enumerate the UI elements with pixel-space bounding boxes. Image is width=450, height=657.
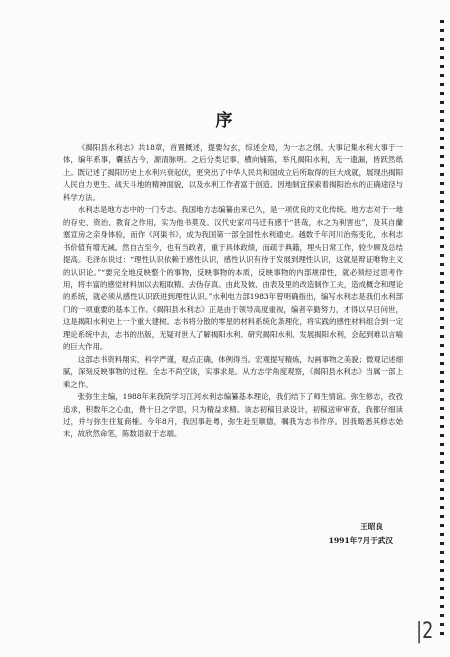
paragraph-1: 《揭阳县水利志》共18章，首置概述，提要勾玄，综述全局，为一志之纲。大事记集水利大事于一体，编年系事，囊括古今，源清脉明。之后分类记事，横向铺陈，举凡揭阳水利，无一遗漏，皆跃然纸上。既记述了揭阳历史上水利兴衰起伏，更突出了中华人民共和国成立后所取得的巨大成就，展现出揭阳人民自力更生、战天斗地的精神面貌，以及水利工作者富于创造、因地制宜探索着揭阳治水的正确途径与科学方法。 [63, 143, 403, 202]
paragraph-4: 张弥生主编，1988年来我院学习江河水利志编纂基本理论，我们结下了师生情谊。弥生修志，孜孜追求，积数年之心血，费十日之学思，只为精益求精。该志初稿目录设计，初稿送审审查，我都仔细读过，并与弥生往复商榷。今年8月，我因事赴粤，弥生赴至顺德，嘱我为志书作序。因我略悉其修志始末，故欣然命笔，陈数语叙于志端。 [63, 392, 403, 439]
paragraph-2: 水利志是地方志中的一门专志。我国地方志编纂由来已久，是一项优良的文化传统。地方志对于一地的存史、资治、教育之作用，实为他书莫及。汉代史家司马迁有感于“甚哉，水之为利害也”，及其自蘭塞宣房之亲身体验，而作《河渠书》，成为我国第一部全国性水利通史。越数千年河川治殇变化，水利志书价值有增无减。然自古至今，也有当政者，重于具体政绩，而疏于典籍，埋头日常工作，较少顾及总结提高。毛泽东说过：“理性认识依赖于感性认识，感性认识有待于发展到理性认识，这就是辩证唯物主义的认识论。”“要完全地反映整个的事物，反映事物的本质，反映事物的内部规律性，就必须经过思考作用，将丰富的感觉材料加以去粗取精、去伪存真、由此及彼、由表及里的改造制作工夫，造成概念和理论的系统，就必须从感性认识跃进到理性认识。”水利电力部1983年曾明确指出，编写水利志是我们水利部门的一项重要的基本工作。《揭阳县水利志》正是由于领导高度重视，编者辛勤努力，才得以早日问世，这是揭阳水利史上一个重大建树。志书将分散的零星的材料系统化条理化，将实践的感性材料组合到一定理论系统中去，志书的出版，无疑对世人了解揭阳水利、研究揭阳水利、发展揭阳水利，会起到难以言喻的巨大作用。 [63, 205, 403, 352]
paragraph-3: 这部志书资料翔实，科学严谨，观点正确，体例得当。宏观提写精炼，勾画事物之美貌；微观记述细腻，深刻反映事物的过程。全志不尚空谈，实事求是。从方志学角度观察，《揭阳县水利志》当属一部上乘之作。 [63, 354, 403, 389]
signature-date: 1991年7月于武汉 [328, 536, 393, 545]
preface-body [63, 142, 403, 441]
author-signature: 王昭良 [360, 522, 383, 531]
handwritten-page-mark: |2 [416, 619, 434, 644]
preface-title: 序 [215, 111, 235, 131]
